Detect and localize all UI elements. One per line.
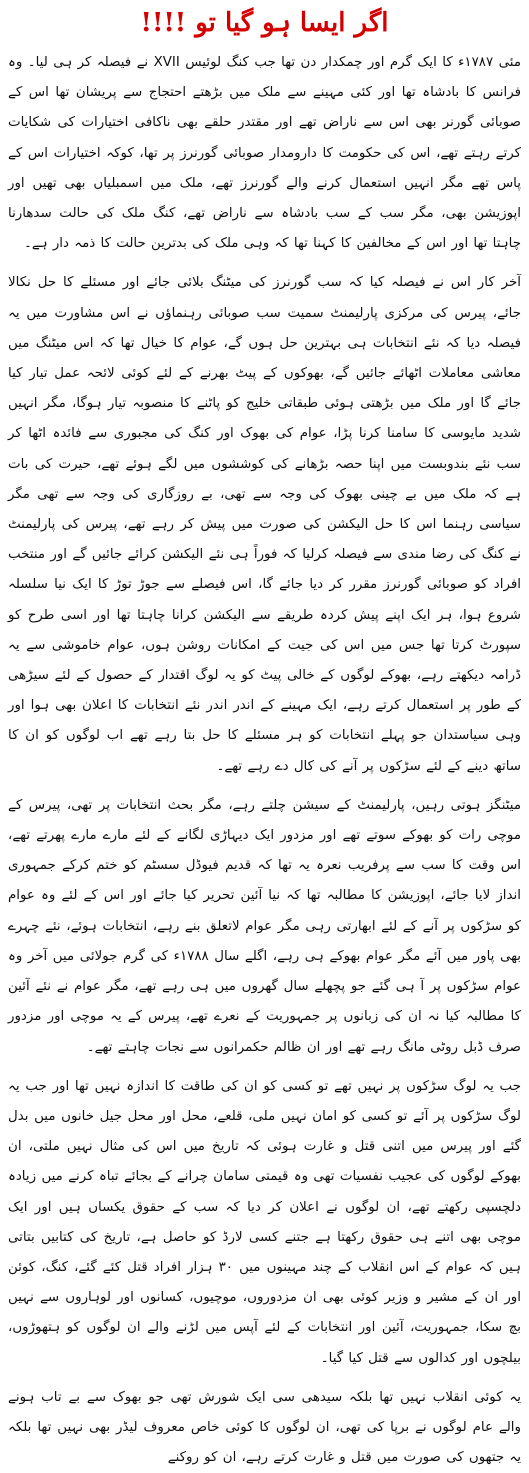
article-paragraph-4: جب یہ لوگ سڑکوں پر نہیں تھے تو کسی کو ان کی طاقت کا اندازہ نہیں تھا اور جب یہ لوگ سڑکوں پر آئے تو کسی کو امان نہیں ملی، قلعے، محل اور محل جیل خانوں میں بدل گئے اور پیرس میں اتنی قتل و غارت ہوئی کہ تاریخ میں اس کی مثال نہیں ملتی، ان بھوکے لوگوں کی عجیب نفسیات تھی وہ قیمتی سامان چرانے کے بجائے تباہ کرنے میں زیادہ دلچسپی رکھتے تھے، ان لوگوں نے اعلان کر دیا کہ سب کے حقوق یکساں ہیں اور ایک موچی بھی اتنے ہی حقوق رکھتا ہے جتنے کسی لارڈ کو حاصل ہے، تاریخ کی کتابیں بتاتی ہیں کہ عوام کے اس انقلاب کے چند مہینوں میں ۳۰ ہزار افراد قتل کئے گئے، کنگ، کوئن اور ان کے مشیر و وزیر کوئی بھی ان مزدوروں، موچیوں، کسانوں اور لوہاروں سے نہیں بچ سکا، جمہوریت، آئین اور انتخابات کے لئے آپس میں لڑنے والے ان لوگوں کو ہتھوڑوں، بیلچوں اور کدالوں سے قتل کیا گیا۔ — [8, 1078, 521, 1366]
article-paragraph-3: میٹنگز ہوتی رہیں، پارلیمنٹ کے سیشن چلتے رہے، مگر بحث انتخابات پر تھی، پیرس کے موچی رات کو بھوکے سوتے تھے اور مزدور ایک دیہاڑی لگانے کے لئے مارے مارے پھرتے تھے، اس وقت کا سب سے پرفریب نعرہ یہ تھا کہ قدیم فیوڈل سسٹم کو ختم کرکے جمہوری انداز لایا جائے، اپوزیشن کا مطالبہ تھا کہ نیا آئین تحریر کیا جائے اور اس کے لئے وہ عوام کو سڑکوں پر آنے کے لئے ابھارتی رہی مگر عوام لاتعلق بنے رہے، انتخابات ہوئے، نئے چہرے بھی پاور میں آئے مگر عوام بھوکے ہی رہے، اگلے سال ۱۷۸۸ء کی گرم جولائی میں آخر وہ عوام سڑکوں پر آ ہی گئے جو پچھلے سال گھروں میں ہی رہے تھے، مگر عوام نے نئے آئین کا مطالبہ کیا نہ ان کی زبانوں پر جمہوریت کے نعرے تھے، پیرس کے یہ موچی اور مزدور صرف ڈبل روٹی مانگ رہے تھے اور ان ظالم حکمرانوں سے نجات چاہتے تھے۔ — [8, 797, 521, 1055]
article-paragraph-1: مئی ۱۷۸۷ء کا ایک گرم اور چمکدار دن تھا جب کنگ لوئیس XVII نے فیصلہ کر ہی لیا۔ وہ فرانس کا بادشاہ تھا اور کئی مہینے سے ملک میں بڑھتے احتجاج سے پریشان تھا اس کے صوبائی گورنر بھی اس سے ناراض تھے اور مقتدر حلقے بھی ناکافی اختیارات کی شکایات کرتے رہتے تھے، اس کی حکومت کا دارومدار صوبائی گورنرز پر تھا، کوکہ اختیارات اس کے پاس تھے مگر انہیں استعمال کرنے والے گورنرز تھے، ملک میں اسمبلیاں بھی تھیں اور اپوزیشن بھی، مگر سب کے سب بادشاہ سے ناراض تھے، کنگ ملک کی حالت سدھارنا چاہتا تھا اور اس کے مخالفین کا کہنا تھا کہ وہی ملک کی بدترین حالت کا ذمہ دار ہے۔ — [8, 55, 521, 252]
article-paragraph-2: آخر کار اس نے فیصلہ کیا کہ سب گورنرز کی میٹنگ بلائی جائے اور مسئلے کا حل نکالا جائے، پیرس کی مرکزی پارلیمنٹ سمیت سب صوبائی رہنماؤں نے اس مشاورت میں یہ فیصلہ دیا کہ نئے انتخابات ہی بہترین حل ہوں گے، عوام کا خیال تھا کہ اس میٹنگ میں معاشی معاملات اٹھائے جائیں گے، بھوکوں کے پیٹ بھرنے کے لئے کوئی لائحہ عمل تیار کیا جائے گا اور ملک میں بڑھتی ہوئی طبقاتی خلیج کو پاٹنے کا منصوبہ تیار ہوگا، مگر انہیں شدید مایوسی کا سامنا کرنا پڑا، عوام کی بھوک اور کنگ کی مجبوری سے فائدہ اٹھا کر سب نئے بندوبست میں اپنا حصہ بڑھانے کی کوششوں میں لگے ہوئے تھے، حیرت کی بات ہے کہ ملک میں بے چینی بھوک کی وجہ سے تھی، بے روزگاری کی وجہ سے تھی مگر سیاسی رہنما اس کا حل الیکشن کی صورت میں پیش کر رہے تھے، پیرس کی پارلیمنٹ نے کنگ کی رضا مندی سے فیصلہ کرلیا کہ فوراً ہی نئے الیکشن کرائے جائیں گے اور منتخب افراد کو صوبائی گورنرز مقرر کر دیا جائے گا، اس فیصلے سے جوڑ توڑ کا ایک نیا سلسلہ شروع ہوا، ہر ایک اپنے پیش کردہ طریقے سے الیکشن کرانا چاہتا تھا اور اسی طرح کو سپورٹ کرتا تھا جس میں اس کی جیت کے امکانات روشن ہوں، عوام خاموشی سے یہ ڈرامہ دیکھتے رہے، بھوکے لوگوں کے خالی پیٹ کو یہ لوگ اقتدار کے حصول کے لئے سیڑھی کے طور پر استعمال کرتے رہے، ایک مہینے کے اندر اندر نئے انتخابات کا اعلان بھی ہوا اور وہی سیاستدان جو پہلے انتخابات کو ہر مسئلے کا حل بتا رہے تھے اب لوگوں کو ان کا ساتھ دینے کے لئے سڑکوں پر آنے کی کال دے رہے تھے۔ — [8, 275, 521, 774]
article-title: اگر ایسا ہو گیا تو !!!! — [140, 8, 389, 38]
article-paragraph-5: یہ کوئی انقلاب نہیں تھا بلکہ سیدھی سی ایک شورش تھی جو بھوک سے بے تاب ہونے والے عام لوگوں نے برپا کی تھی، ان لوگوں کا کوئی خاص معروف لیڈر بھی نہیں تھا بلکہ یہ جتھوں کی صورت میں قتل و غارت کرتے رہے، ان کو روکنے — [8, 1389, 521, 1466]
